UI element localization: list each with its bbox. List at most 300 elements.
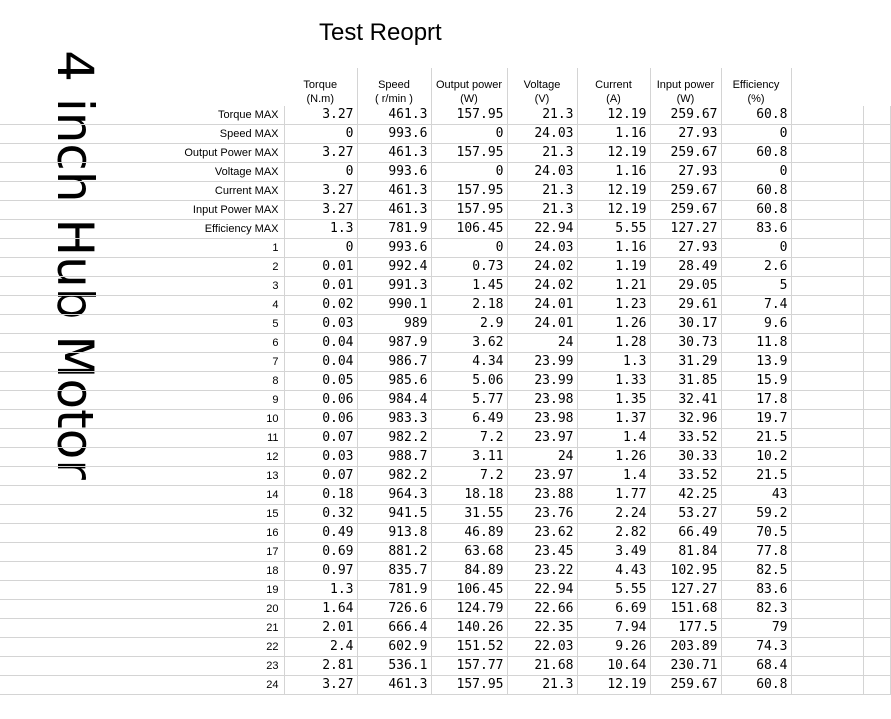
table-cell: 1.26 [577,448,650,467]
table-cell: 24 [507,448,577,467]
table-cell: 21.5 [721,429,791,448]
table-cell: 177.5 [650,619,721,638]
table-cell: 43 [721,486,791,505]
empty-cell [863,429,890,448]
row-label: 24 [0,676,284,695]
header-voltage: Voltage (V) [507,68,577,106]
table-cell: 10.64 [577,657,650,676]
table-cell: 0.02 [284,296,357,315]
table-cell: 157.95 [431,182,507,201]
row-label: 21 [0,619,284,638]
table-cell: 2.18 [431,296,507,315]
table-cell: 982.2 [357,429,431,448]
summary-row [0,201,890,220]
table-cell: 7.4 [721,296,791,315]
table-cell: 102.95 [650,562,721,581]
row-label: 15 [0,505,284,524]
table-cell: 24.01 [507,296,577,315]
table-cell: 1.16 [577,239,650,258]
table-cell: 74.3 [721,638,791,657]
empty-cell [791,353,863,372]
empty-cell [863,410,890,429]
table-row [0,486,890,505]
table-row [0,372,890,391]
table-cell: 1.28 [577,334,650,353]
table-cell: 259.67 [650,182,721,201]
table-cell: 27.93 [650,125,721,144]
empty-cell [791,220,863,239]
table-cell: 0.05 [284,372,357,391]
header-input-power: Input power (W) [650,68,721,106]
side-title: 4 inch Hub Motor [46,50,104,480]
row-label: 9 [0,391,284,410]
table-cell: 983.3 [357,410,431,429]
row-label: Efficiency MAX [0,220,284,239]
table-cell: 60.8 [721,201,791,220]
empty-cell [863,315,890,334]
table-cell: 461.3 [357,182,431,201]
empty-cell [791,486,863,505]
empty-cell [863,296,890,315]
empty-cell [791,524,863,543]
table-cell: 1.3 [284,220,357,239]
header-filler [791,68,863,106]
table-cell: 0 [721,125,791,144]
row-label: 18 [0,562,284,581]
empty-cell [791,543,863,562]
table-cell: 988.7 [357,448,431,467]
table-row [0,296,890,315]
table-cell: 22.94 [507,581,577,600]
table-cell: 151.52 [431,638,507,657]
table-cell: 4.43 [577,562,650,581]
table-cell: 835.7 [357,562,431,581]
table-cell: 2.81 [284,657,357,676]
table-cell: 781.9 [357,581,431,600]
table-cell: 66.49 [650,524,721,543]
table-cell: 0 [431,239,507,258]
summary-row [0,125,890,144]
table-cell: 7.2 [431,467,507,486]
empty-cell [791,106,863,125]
report-title: Test Reoprt [319,19,442,46]
table-cell: 0.73 [431,258,507,277]
table-cell: 0.32 [284,505,357,524]
row-label: 12 [0,448,284,467]
empty-cell [863,163,890,182]
empty-cell [863,125,890,144]
row-label: 7 [0,353,284,372]
empty-cell [791,676,863,695]
row-label: 5 [0,315,284,334]
empty-cell [863,372,890,391]
row-label: 10 [0,410,284,429]
empty-cell [863,201,890,220]
empty-cell [863,638,890,657]
table-cell: 31.29 [650,353,721,372]
header-filler [863,68,890,106]
table-row [0,638,890,657]
table-cell: 21.3 [507,106,577,125]
table-cell: 3.62 [431,334,507,353]
table-cell: 19.7 [721,410,791,429]
table-cell: 106.45 [431,581,507,600]
table-cell: 230.71 [650,657,721,676]
empty-cell [791,505,863,524]
empty-cell [863,334,890,353]
table-cell: 82.5 [721,562,791,581]
table-cell: 23.62 [507,524,577,543]
table-row [0,524,890,543]
table-cell: 60.8 [721,106,791,125]
row-label: 22 [0,638,284,657]
empty-cell [791,144,863,163]
header-corner [0,68,284,106]
empty-cell [791,315,863,334]
table-cell: 23.99 [507,353,577,372]
row-label: 2 [0,258,284,277]
table-cell: 0.07 [284,467,357,486]
table-cell: 31.55 [431,505,507,524]
table-row [0,467,890,486]
table-cell: 84.89 [431,562,507,581]
table-row [0,429,890,448]
table-cell: 127.27 [650,581,721,600]
table-cell: 0.06 [284,391,357,410]
table-cell: 1.19 [577,258,650,277]
empty-cell [863,543,890,562]
empty-cell [791,391,863,410]
table-cell: 10.2 [721,448,791,467]
table-row [0,581,890,600]
table-cell: 63.68 [431,543,507,562]
empty-cell [791,448,863,467]
table-cell: 24.03 [507,239,577,258]
table-cell: 27.93 [650,163,721,182]
table-cell: 3.27 [284,201,357,220]
header-torque: Torque (N.m) [284,68,357,106]
row-label: Torque MAX [0,106,284,125]
table-cell: 0.18 [284,486,357,505]
table-cell: 986.7 [357,353,431,372]
table-cell: 0.06 [284,410,357,429]
table-row [0,410,890,429]
empty-cell [791,467,863,486]
table-cell: 59.2 [721,505,791,524]
empty-cell [791,182,863,201]
table-cell: 23.98 [507,391,577,410]
table-cell: 5.55 [577,581,650,600]
table-cell: 83.6 [721,581,791,600]
table-cell: 23.22 [507,562,577,581]
row-label: 1 [0,239,284,258]
table-cell: 259.67 [650,106,721,125]
table-cell: 24.02 [507,277,577,296]
empty-cell [863,676,890,695]
table-cell: 11.8 [721,334,791,353]
table-row [0,353,890,372]
table-cell: 259.67 [650,144,721,163]
table-cell: 964.3 [357,486,431,505]
table-cell: 46.89 [431,524,507,543]
table-cell: 461.3 [357,676,431,695]
table-cell: 0 [284,163,357,182]
table-cell: 2.9 [431,315,507,334]
table-cell: 24.01 [507,315,577,334]
table-cell: 0 [431,163,507,182]
table-cell: 2.01 [284,619,357,638]
table-cell: 666.4 [357,619,431,638]
table-cell: 2.4 [284,638,357,657]
table-cell: 12.19 [577,182,650,201]
table-cell: 1.45 [431,277,507,296]
table-cell: 461.3 [357,106,431,125]
table-cell: 23.45 [507,543,577,562]
table-cell: 4.34 [431,353,507,372]
table-cell: 1.16 [577,163,650,182]
table-cell: 5.55 [577,220,650,239]
empty-cell [863,467,890,486]
empty-cell [791,201,863,220]
header-efficiency: Efficiency (%) [721,68,791,106]
table-cell: 22.94 [507,220,577,239]
table-cell: 7.2 [431,429,507,448]
table-cell: 79 [721,619,791,638]
summary-row [0,182,890,201]
table-cell: 0 [721,163,791,182]
table-cell: 60.8 [721,182,791,201]
table-cell: 30.73 [650,334,721,353]
summary-row [0,106,890,125]
table-cell: 0 [721,239,791,258]
table-cell: 27.93 [650,239,721,258]
table-cell: 259.67 [650,201,721,220]
table-cell: 203.89 [650,638,721,657]
table-cell: 157.95 [431,676,507,695]
table-row [0,315,890,334]
table-cell: 991.3 [357,277,431,296]
table-cell: 1.4 [577,429,650,448]
table-cell: 23.99 [507,372,577,391]
table-cell: 21.3 [507,201,577,220]
table-cell: 6.69 [577,600,650,619]
table-cell: 7.94 [577,619,650,638]
table-cell: 3.27 [284,182,357,201]
table-cell: 1.3 [284,581,357,600]
table-row [0,391,890,410]
table-cell: 22.35 [507,619,577,638]
row-label: 17 [0,543,284,562]
empty-cell [863,524,890,543]
table-cell: 82.3 [721,600,791,619]
header-current: Current (A) [577,68,650,106]
table-cell: 81.84 [650,543,721,562]
table-cell: 60.8 [721,144,791,163]
table-cell: 602.9 [357,638,431,657]
row-label: Current MAX [0,182,284,201]
row-label: Input Power MAX [0,201,284,220]
table-row [0,543,890,562]
table-cell: 2.24 [577,505,650,524]
table-cell: 3.11 [431,448,507,467]
table-cell: 157.77 [431,657,507,676]
empty-cell [791,657,863,676]
table-cell: 0.49 [284,524,357,543]
table-cell: 1.3 [577,353,650,372]
table-cell: 23.97 [507,429,577,448]
table-cell: 0.01 [284,277,357,296]
table-cell: 18.18 [431,486,507,505]
row-label: 13 [0,467,284,486]
empty-cell [863,581,890,600]
table-cell: 12.19 [577,676,650,695]
table-cell: 987.9 [357,334,431,353]
table-row [0,277,890,296]
row-label: 3 [0,277,284,296]
table-cell: 9.6 [721,315,791,334]
table-cell: 461.3 [357,144,431,163]
table-cell: 12.19 [577,201,650,220]
table-row [0,505,890,524]
table-cell: 28.49 [650,258,721,277]
table-cell: 1.21 [577,277,650,296]
table-cell: 42.25 [650,486,721,505]
row-label: 20 [0,600,284,619]
table-cell: 24.02 [507,258,577,277]
table-row [0,258,890,277]
table-cell: 60.8 [721,676,791,695]
table-cell: 17.8 [721,391,791,410]
table-cell: 33.52 [650,429,721,448]
table-cell: 985.6 [357,372,431,391]
table-cell: 22.66 [507,600,577,619]
table-cell: 70.5 [721,524,791,543]
row-label: 4 [0,296,284,315]
table-cell: 30.17 [650,315,721,334]
table-cell: 30.33 [650,448,721,467]
table-cell: 23.76 [507,505,577,524]
table-cell: 32.41 [650,391,721,410]
table-cell: 913.8 [357,524,431,543]
table-cell: 1.35 [577,391,650,410]
empty-cell [863,619,890,638]
table-cell: 106.45 [431,220,507,239]
summary-row [0,144,890,163]
table-cell: 31.85 [650,372,721,391]
empty-cell [863,277,890,296]
table-row [0,657,890,676]
table-cell: 1.4 [577,467,650,486]
table-row [0,448,890,467]
table-row [0,334,890,353]
table-cell: 23.97 [507,467,577,486]
empty-cell [791,163,863,182]
empty-cell [791,581,863,600]
table-cell: 5.77 [431,391,507,410]
table-cell: 24.03 [507,163,577,182]
table-cell: 0.04 [284,334,357,353]
table-cell: 982.2 [357,467,431,486]
empty-cell [863,562,890,581]
table-cell: 0.69 [284,543,357,562]
table-cell: 2.82 [577,524,650,543]
empty-cell [791,372,863,391]
header-speed: Speed ( r/min ) [357,68,431,106]
table-cell: 12.19 [577,106,650,125]
table-cell: 12.19 [577,144,650,163]
table-cell: 29.05 [650,277,721,296]
table-cell: 0.03 [284,315,357,334]
row-label: 6 [0,334,284,353]
row-label: 16 [0,524,284,543]
empty-cell [791,562,863,581]
empty-cell [791,258,863,277]
empty-cell [863,258,890,277]
table-cell: 3.27 [284,106,357,125]
table-cell: 22.03 [507,638,577,657]
table-row [0,600,890,619]
table-cell: 0 [284,239,357,258]
table-row [0,239,890,258]
table-cell: 157.95 [431,144,507,163]
table-cell: 781.9 [357,220,431,239]
table-cell: 124.79 [431,600,507,619]
table-cell: 1.77 [577,486,650,505]
empty-cell [863,448,890,467]
table-cell: 157.95 [431,106,507,125]
table-cell: 140.26 [431,619,507,638]
row-label: 23 [0,657,284,676]
table-cell: 3.27 [284,144,357,163]
row-label: 14 [0,486,284,505]
table-cell: 1.64 [284,600,357,619]
table-cell: 3.49 [577,543,650,562]
table-cell: 726.6 [357,600,431,619]
table-cell: 992.4 [357,258,431,277]
table-cell: 21.3 [507,676,577,695]
table-cell: 127.27 [650,220,721,239]
table-cell: 15.9 [721,372,791,391]
row-label: Speed MAX [0,125,284,144]
table-cell: 33.52 [650,467,721,486]
table-cell: 0.03 [284,448,357,467]
header-row [0,68,890,106]
table-cell: 9.26 [577,638,650,657]
table-cell: 0.97 [284,562,357,581]
empty-cell [863,239,890,258]
summary-row [0,220,890,239]
table-cell: 990.1 [357,296,431,315]
empty-cell [791,334,863,353]
empty-cell [863,486,890,505]
empty-cell [791,239,863,258]
table-cell: 83.6 [721,220,791,239]
row-label: Output Power MAX [0,144,284,163]
table-cell: 151.68 [650,600,721,619]
empty-cell [863,657,890,676]
table-cell: 461.3 [357,201,431,220]
table-cell: 13.9 [721,353,791,372]
table-row [0,562,890,581]
empty-cell [863,106,890,125]
empty-cell [863,391,890,410]
table-cell: 0 [431,125,507,144]
test-report-table [0,68,891,695]
empty-cell [863,144,890,163]
table-cell: 24.03 [507,125,577,144]
table-cell: 68.4 [721,657,791,676]
table-cell: 24 [507,334,577,353]
